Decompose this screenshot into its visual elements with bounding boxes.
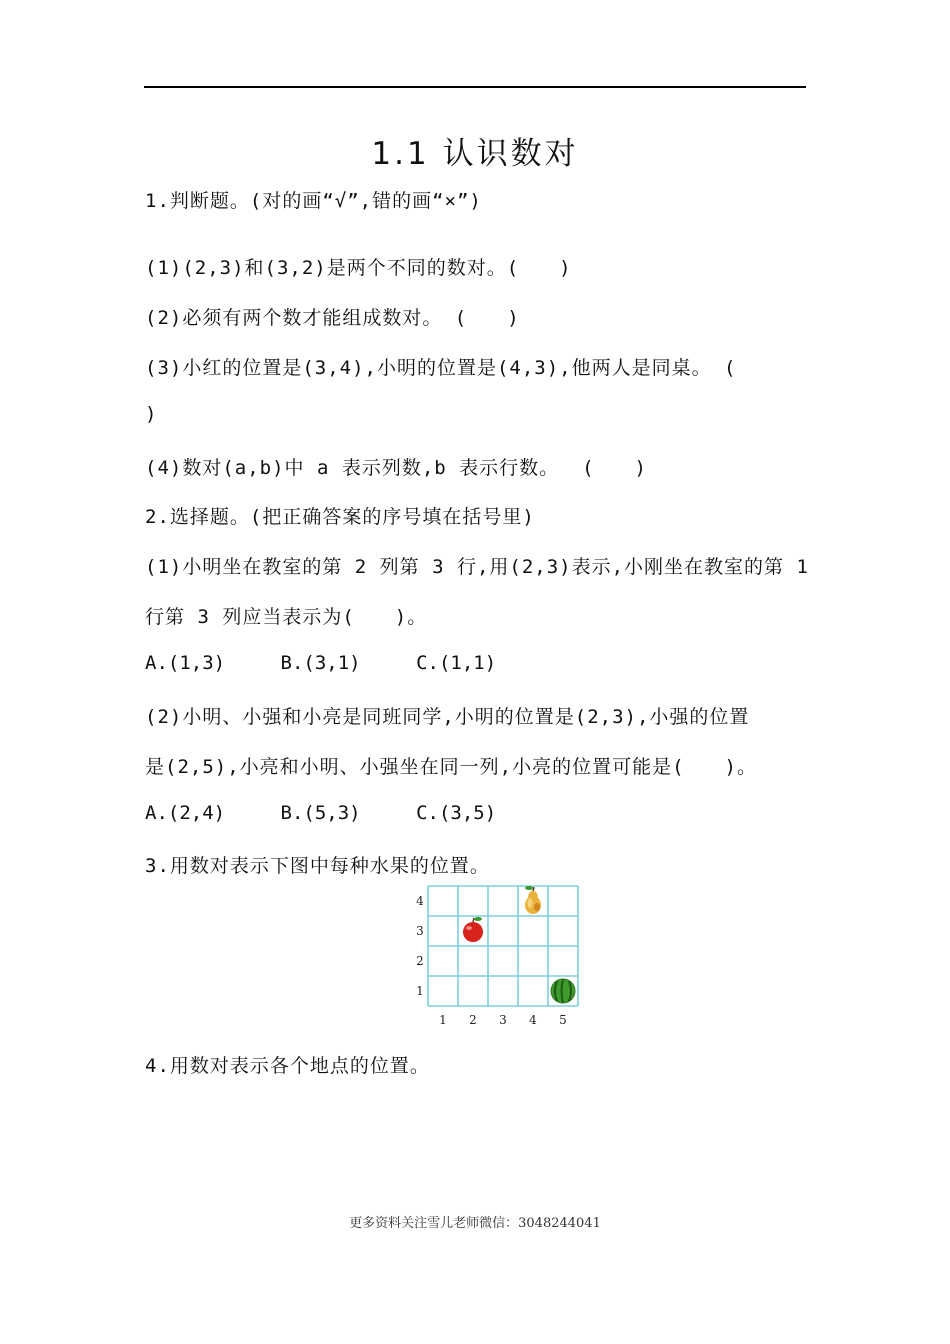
q1-item-3: (3)小红的位置是(3,4),小明的位置是(4,3),他两人是同桌。 ( <box>145 357 737 379</box>
q1-item-3-cont: ) <box>145 403 158 425</box>
y-tick-label: 4 <box>416 894 424 908</box>
option-a: A.(1,3) <box>145 652 226 674</box>
q2-heading: 2.选择题。(把正确答案的序号填在括号里) <box>145 506 535 528</box>
option-b: B.(3,1) <box>280 652 361 674</box>
q2-p2-options <box>145 802 540 824</box>
page-title: 1.1 认识数对 <box>371 136 579 172</box>
q2-p2-line1: (2)小明、小强和小亮是同班同学,小明的位置是(2,3),小强的位置 <box>145 706 750 728</box>
q2-p1-line1: (1)小明坐在教室的第 2 列第 3 行,用(2,3)表示,小刚坐在教室的第 1 <box>145 556 809 578</box>
q1-heading: 1.判断题。(对的画“√”,错的画“×”) <box>145 190 482 212</box>
q1-item-1: (1)(2,3)和(3,2)是两个不同的数对。( ) <box>145 257 572 279</box>
q1-item-2: (2)必须有两个数才能组成数对。 ( ) <box>145 307 520 329</box>
q2-p2-line2: 是(2,5),小亮和小明、小强坐在同一列,小亮的位置可能是( )。 <box>145 756 757 778</box>
option-a: A.(2,4) <box>145 802 226 824</box>
q3-heading: 3.用数对表示下图中每种水果的位置。 <box>145 855 490 877</box>
q1-item-4: (4)数对(a,b)中 a 表示列数,b 表示行数。 ( ) <box>145 457 647 479</box>
footer-note: 更多资料关注雪儿老师微信：3048244041 <box>349 1216 601 1231</box>
q4-heading: 4.用数对表示各个地点的位置。 <box>145 1055 430 1077</box>
q2-p1-line2: 行第 3 列应当表示为( )。 <box>145 606 428 628</box>
y-tick-label: 2 <box>416 954 424 968</box>
x-tick-label: 4 <box>529 1013 537 1025</box>
y-tick-label: 3 <box>416 924 424 938</box>
top-rule <box>144 86 806 88</box>
watermelon-icon <box>551 979 575 1003</box>
option-c: C.(1,1) <box>416 652 497 674</box>
x-tick-label: 1 <box>439 1013 447 1025</box>
q2-p1-options <box>145 652 540 674</box>
y-tick-label: 1 <box>416 984 424 998</box>
option-c: C.(3,5) <box>416 802 497 824</box>
apple-icon <box>463 917 483 942</box>
fruit-grid <box>408 880 588 1025</box>
x-tick-label: 5 <box>559 1013 567 1025</box>
option-b: B.(5,3) <box>280 802 361 824</box>
pear-icon <box>525 886 541 914</box>
x-tick-label: 3 <box>499 1013 507 1025</box>
x-tick-label: 2 <box>469 1013 477 1025</box>
